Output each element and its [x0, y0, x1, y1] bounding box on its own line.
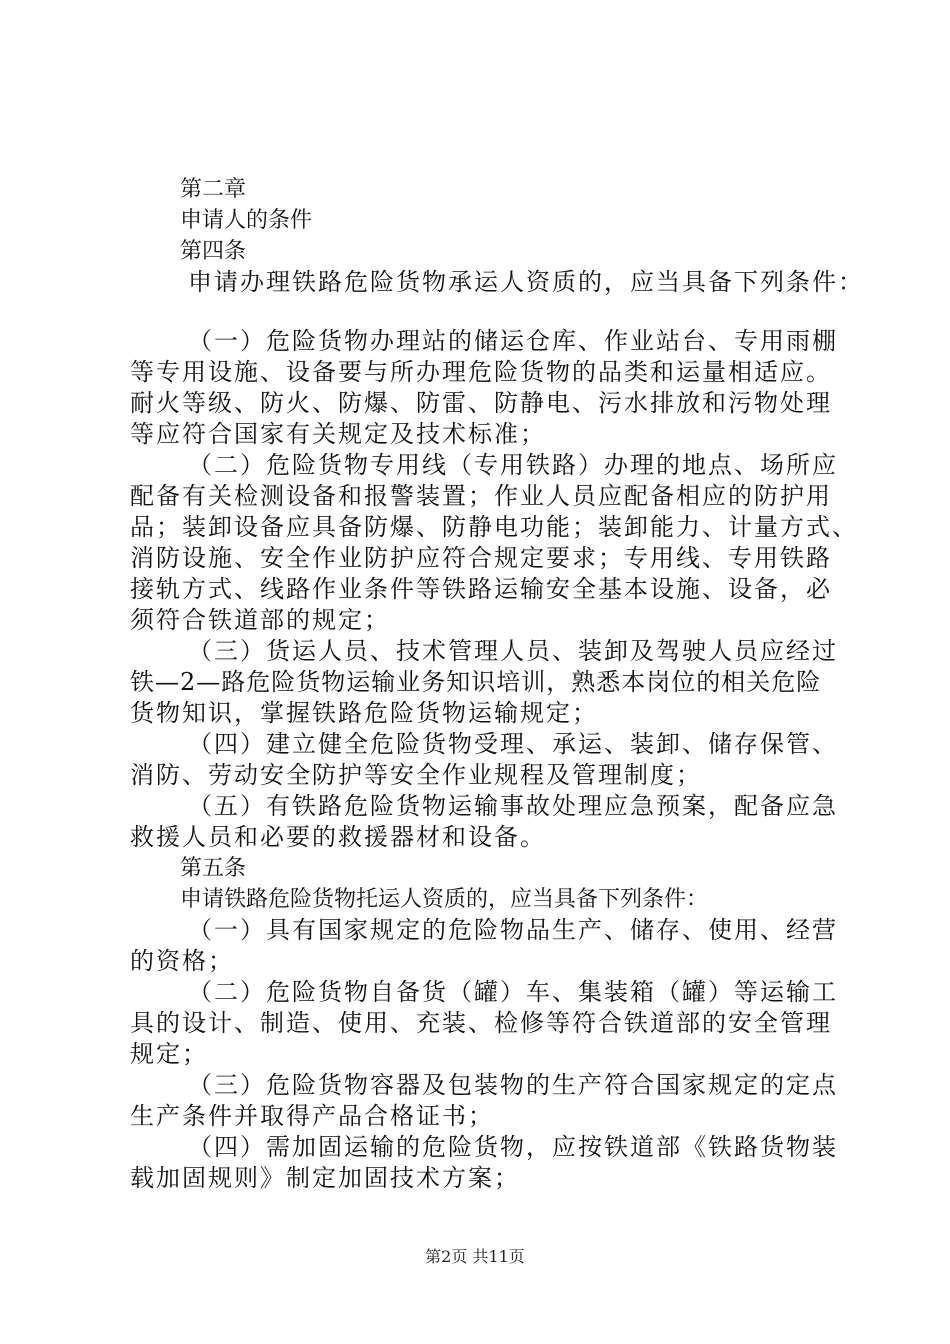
- article-5-item-1: （一）具有国家规定的危险物品生产、储存、使用、经营 的资格；: [130, 916, 838, 975]
- spacer: [130, 298, 830, 326]
- article-4-item-4: （四）建立健全危险货物受理、承运、装卸、储存保管、 消防、劳动安全防护等安全作业规程及管理制度；: [130, 730, 838, 789]
- document-body: [130, 174, 864, 1194]
- article-4-item-5: （五）有铁路危险货物运输事故处理应急预案，配备应急 救援人员和必要的救援器材和设备。: [130, 792, 838, 851]
- chapter-title: 申请人的条件: [180, 208, 313, 233]
- article-5-intro: 申请铁路危险货物托运人资质的，应当具备下列条件：: [180, 887, 709, 912]
- article-4-item-2: （二）危险货物专用线（专用铁路）办理的地点、场所应 配备有关检测设备和报警装置；作业人员应配备相应的防护用 品；装卸设备应具备防爆、防静电功能；装卸能力、计量方式、 消防设施、安全作业防护应符合规定要求；专用线、专用铁路 接轨方式、线路作业条件等铁路运输安全基本设施、设备，必 须符合铁道部的规定；: [130, 451, 858, 634]
- article-4-intro: 申请办理铁路危险货物承运人资质的，应当具备下列条件：: [188, 268, 864, 296]
- article-4-title: 第四条: [180, 239, 247, 264]
- article-5-item-4: （四）需加固运输的危险货物，应按铁道部《铁路货物装 载加固规则》制定加固技术方案；: [130, 1133, 838, 1192]
- article-4-item-1: （一）危险货物办理站的储运仓库、作业站台、专用雨棚 等专用设施、设备要与所办理危险货物的品类和运量相适应。 耐火等级、防火、防爆、防雷、防静电、污水排放和污物处理 等应符合国家有关规定及技术标准；: [130, 327, 838, 448]
- article-5-item-3: （三）危险货物容器及包装物的生产符合国家规定的定点 生产条件并取得产品合格证书；: [130, 1071, 838, 1130]
- article-5-item-2: （二）危险货物自备货（罐）车、集装箱（罐）等运输工 具的设计、制造、使用、充装、检修等符合铁道部的安全管理 规定；: [130, 978, 838, 1068]
- page-number-footer: 第2页 共11页: [425, 1247, 525, 1266]
- chapter-number: 第二章: [180, 177, 247, 202]
- article-4-item-3: （三）货运人员、技术管理人员、装卸及驾驶人员应经过 铁—2—路危险货物运输业务知识培训，熟悉本岗位的相关危险 货物知识，掌握铁路危险货物运输规定；: [130, 637, 838, 727]
- article-5-title: 第五条: [180, 856, 247, 881]
